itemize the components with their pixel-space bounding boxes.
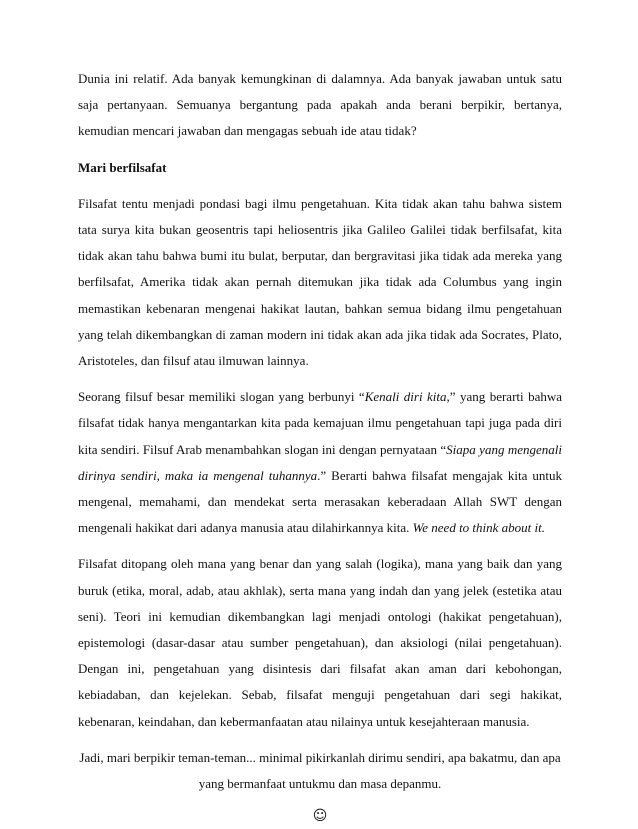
slogan-italic-2: Siapa yang mengenali dirinya sendiri, maka ia mengenal tuhannya [78, 441, 562, 483]
slogan-text-1: Seorang filsuf besar memiliki slogan yang berbunyi “ [78, 389, 365, 405]
slogan-italic-3: We need to think about it. [412, 520, 546, 536]
slogan-text-2: ,” yang berarti bahwa filsafat tidak hanya mengantarkan kita pada kemajuan ilmu pengetahuan tapi juga pada diri kita sendiri. Filsuf Arab menambahkan slogan ini dengan pernyataan “ [78, 389, 562, 457]
closing-paragraph: Jadi, mari berpikir teman-teman... minimal pikirkanlah dirimu sendiri, apa bakatmu, dan apa yang bermanfaat untukmu dan masa depanmu. [79, 749, 561, 792]
slogan-text-3: .” Berarti bahwa filsafat mengajak kita untuk mengenal, memahami, dan mendekat serta merasakan keberadaan Allah SWT dengan mengenali hakikat dari adanya manusia atau dilahirkannya kita. [78, 467, 562, 536]
paragraph-pillars: Filsafat ditopang oleh mana yang benar dan yang salah (logika), mana yang baik dan yang buruk (etika, moral, adab, atau akhlak), serta mana yang indah dan yang jelek (estetika atau seni). Teori ini kemudian dikembangkan lagi menjadi ontologi (hakikat pengetahuan), epistemologi (dasar-dasar atau sumber pengetahuan), dan aksiologi (nilai pengetahuan). Dengan ini, pengetahuan yang disintesis dari filsafat akan aman dari kebohongan, kebiadaban, dan kejelekan. Sebab, filsafat menguji pengetahuan dari segi hakikat, kebenaran, keindahan, dan kebermanfaatan atau nilainya untuk kesejahteraan manusia. [78, 556, 562, 729]
paragraph-slogan [78, 384, 562, 541]
intro-paragraph: Dunia ini relatif. Ada banyak kemungkinan di dalamnya. Ada banyak jawaban untuk satu saja pertanyaan. Semuanya bergantung pada apakah anda berani berpikir, bertanya, kemudian mencari jawaban dan mengagas sebuah ide atau tidak? [78, 71, 562, 139]
section-heading: Mari berfilsafat [78, 159, 167, 175]
document-page [78, 66, 562, 829]
paragraph-foundation: Filsafat tentu menjadi pondasi bagi ilmu pengetahuan. Kita tidak akan tahu bahwa sistem tata surya kita bukan geosentris tapi heliosentris jika Galileo Galilei tidak berfilsafat, kita tidak akan tahu bahwa bumi itu bulat, berputar, dan bergravitasi jika tidak ada mereka yang berfilsafat, Amerika tidak akan pernah ditemukan jika tidak ada Columbus yang ingin memastikan kebenaran mengenai hakikat lautan, bahkan semua bidang ilmu pengetahuan yang telah dikembangkan di zaman modern ini tidak akan ada jika tidak ada Socrates, Plato, Aristoteles, dan filsuf atau ilmuwan lainnya. [78, 195, 562, 369]
slogan-italic-1: Kenali diri kita [364, 389, 447, 405]
smiley-icon: ☺ [312, 808, 328, 825]
